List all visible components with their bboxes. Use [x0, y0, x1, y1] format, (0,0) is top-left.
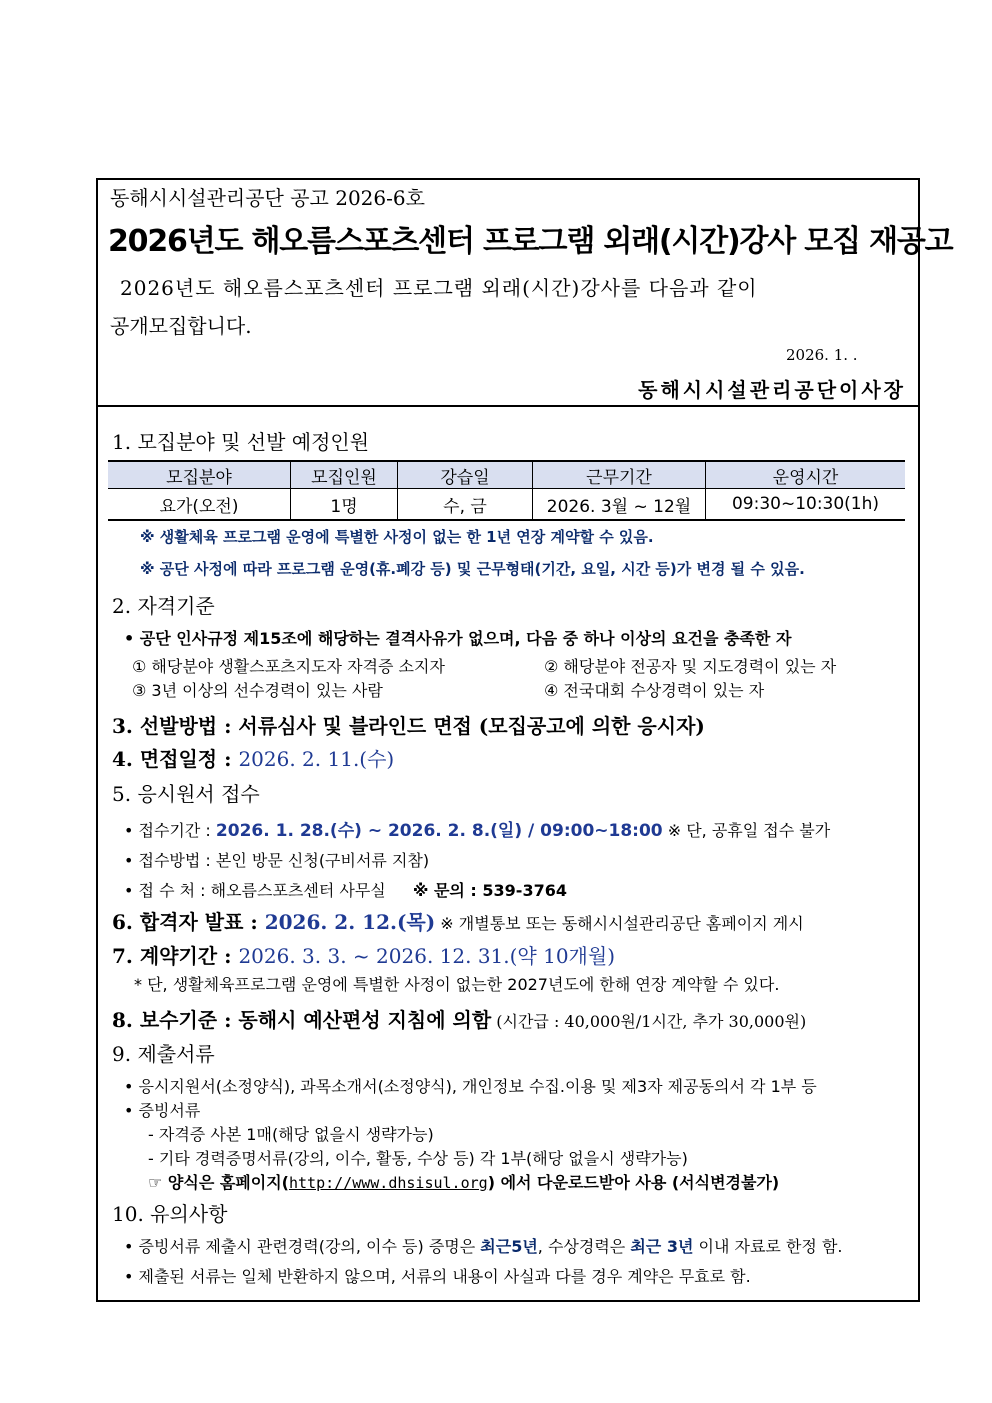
documents-bullet-1: • 응시지원서(소정양식), 과목소개서(소정양식), 개인정보 수집.이용 및 제3자 제공동의서 각 1부 등: [124, 1077, 817, 1096]
section-7-note: * 단, 생활체육프로그램 운영에 특별한 사정이 없는한 2027년도에 한해 연장 계약할 수 있다.: [134, 975, 780, 994]
cell-period: 2026. 3월 ~ 12월: [533, 489, 706, 521]
cell-hours: 09:30~10:30(1h): [706, 489, 906, 521]
col-hours: 운영시간: [706, 461, 906, 489]
qualification-4: ④ 전국대회 수상경력이 있는 자: [544, 681, 765, 700]
qualification-3: ③ 3년 이상의 선수경력이 있는 사람: [132, 681, 383, 700]
intro-line-2: 공개모집합니다.: [110, 314, 252, 338]
form-download-post: ) 에서 다운로드받아 사용 (서식변경불가): [487, 1173, 780, 1192]
issuer: 동해시시설관리공단이사장: [638, 378, 906, 402]
section-6-label: 6. 합격자 발표 :: [112, 910, 265, 934]
col-period: 근무기간: [533, 461, 706, 489]
qualification-1: ① 해당분야 생활스포츠지도자 자격증 소지자: [132, 657, 445, 676]
application-period-value: 2026. 1. 28.(수) ~ 2026. 2. 8.(일) / 09:00~18:00: [215, 821, 663, 841]
notice-frame: [96, 178, 953, 1302]
col-days: 강습일: [398, 461, 533, 489]
section-4-label: 4. 면접일정 :: [112, 747, 239, 771]
header-divider: [98, 405, 918, 407]
col-count: 모집인원: [291, 461, 398, 489]
application-period-label: • 접수기간 :: [124, 821, 216, 840]
section-1-heading: 1. 모집분야 및 선발 예정인원: [112, 430, 370, 454]
section-2-bullet: • 공단 인사규정 제15조에 해당하는 결격사유가 없으며, 다음 중 하나 이상의 요건을 충족한 자: [124, 629, 792, 648]
table-header-row: [108, 461, 905, 489]
section-9-heading: 9. 제출서류: [112, 1042, 215, 1066]
cell-days: 수, 금: [398, 489, 533, 521]
application-place: [124, 878, 567, 901]
documents-bullet-2: • 증빙서류: [124, 1101, 201, 1120]
section-1-note-2: ※ 공단 사정에 따라 프로그램 운영(휴.폐강 등) 및 근무형태(기간, 요일, 시간 등)가 변경 될 수 있음.: [140, 560, 805, 578]
intro-line-1: 2026년도 해오름스포츠센터 프로그램 외래(시간)강사를 다음과 같이: [120, 276, 758, 300]
caution-1-post: 이내 자료로 한정 함.: [693, 1237, 843, 1256]
qualification-2: ② 해당분야 전공자 및 지도경력이 있는 자: [544, 657, 837, 676]
form-download-pre: ☞ 양식은 홈페이지(: [148, 1173, 289, 1192]
recruit-table: [108, 460, 905, 521]
contact-info: ※ 문의 : 539-3764: [412, 881, 567, 900]
section-3-heading: 3. 선발방법 : 서류심사 및 블라인드 면접 (모집공고에 의한 응시자): [112, 714, 705, 738]
table-row: [108, 489, 905, 521]
application-period-note: ※ 단, 공휴일 접수 불가: [662, 821, 831, 840]
cell-field: 요가(오전): [108, 489, 291, 521]
form-download: [148, 1170, 779, 1193]
notice-date: 2026. 1. .: [786, 346, 858, 364]
documents-detail-2: - 기타 경력증명서류(강의, 이수, 활동, 수상 등) 각 1부(해당 없을시 생략가능): [148, 1149, 688, 1168]
documents-detail-1: - 자격증 사본 1매(해당 없을시 생략가능): [148, 1125, 434, 1144]
notice-number: 동해시시설관리공단 공고 2026-6호: [110, 186, 425, 210]
section-7: [112, 940, 615, 969]
homepage-link[interactable]: http://www.dhsisul.org: [289, 1174, 488, 1192]
cell-count: 1명: [291, 489, 398, 521]
application-place-text: • 접 수 처 : 해오름스포츠센터 사무실: [124, 881, 386, 900]
interview-date: 2026. 2. 11.(수): [238, 747, 395, 771]
caution-1-mid: , 수상경력은: [537, 1237, 631, 1256]
caution-1: [124, 1234, 843, 1257]
caution-1-em-2: 최근 3년: [630, 1237, 694, 1256]
application-period: [124, 816, 830, 841]
contract-period: 2026. 3. 3. ~ 2026. 12. 31.(약 10개월): [238, 944, 616, 968]
announcement-date: 2026. 2. 12.(목): [264, 910, 436, 934]
caution-1-pre: • 증빙서류 제출시 관련경력(강의, 이수 등) 증명은: [124, 1237, 481, 1256]
section-2-heading: 2. 자격기준: [112, 594, 215, 618]
section-4: [112, 743, 394, 772]
caution-2: • 제출된 서류는 일체 반환하지 않으며, 서류의 내용이 사실과 다를 경우 계약은 무효로 함.: [124, 1267, 751, 1286]
section-10-heading: 10. 유의사항: [112, 1202, 228, 1226]
section-6: [112, 906, 804, 935]
section-8: [112, 1004, 806, 1033]
col-field: 모집분야: [108, 461, 291, 489]
section-5-heading: 5. 응시원서 접수: [112, 782, 260, 806]
application-method: • 접수방법 : 본인 방문 신청(구비서류 지참): [124, 851, 430, 870]
section-7-label: 7. 계약기간 :: [112, 944, 239, 968]
section-8-heading: 8. 보수기준 : 동해시 예산편성 지침에 의함: [112, 1008, 492, 1032]
caution-1-em-1: 최근5년: [480, 1237, 538, 1256]
section-8-note: (시간급 : 40,000원/1시간, 추가 30,000원): [491, 1012, 807, 1031]
page-title: 2026년도 해오름스포츠센터 프로그램 외래(시간)강사 모집 재공고: [108, 224, 953, 259]
section-1-note-1: ※ 생활체육 프로그램 운영에 특별한 사정이 없는 한 1년 연장 계약할 수 있음.: [140, 528, 654, 546]
section-6-note: ※ 개별통보 또는 동해시시설관리공단 홈페이지 게시: [435, 914, 804, 933]
